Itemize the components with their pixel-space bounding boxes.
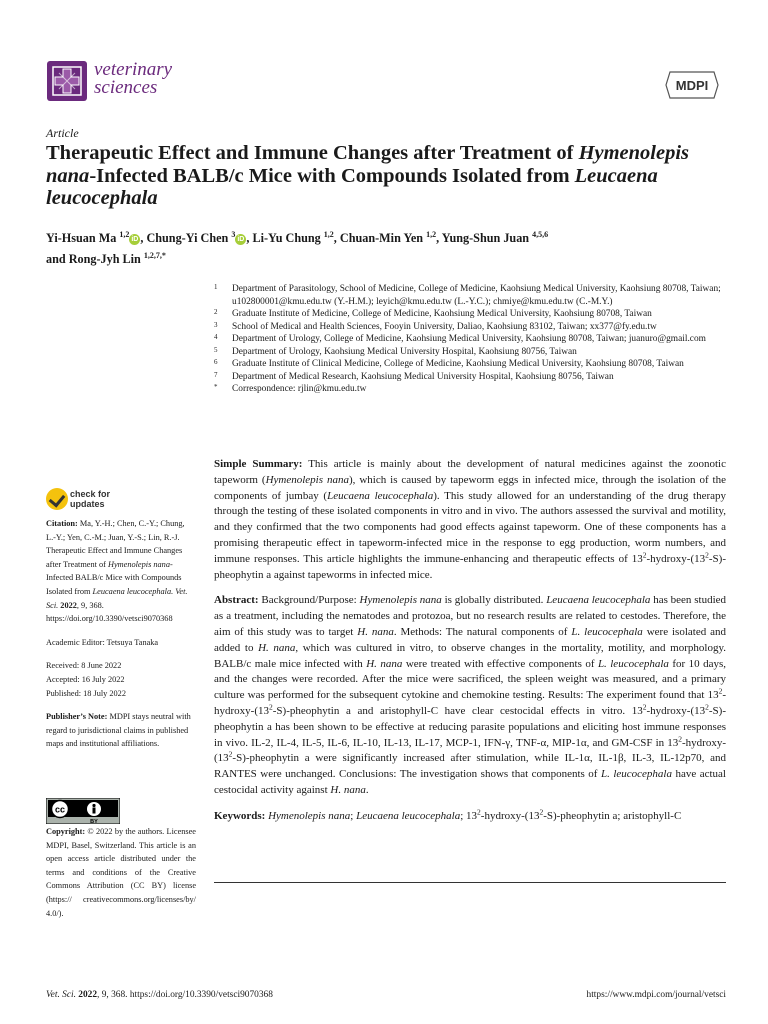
check-updates-line1: check for	[70, 489, 111, 499]
affiliation-item: 6 Graduate Institute of Clinical Medicine, College of Medicine, Kaohsiung Medical University, Kaohsiung 80708, Taiwan	[214, 358, 684, 369]
check-updates-line2: updates	[70, 498, 105, 509]
title-part4: Leucaena leucocephala	[46, 164, 658, 209]
cc-badge-text: BY	[90, 819, 98, 824]
cc-by-license-icon[interactable]	[46, 798, 120, 824]
citation: Citation: Ma, Y.-H.; Chen, C.-Y.; Chung, L.-Y.; Yen, C.-M.; Juan, Y.-S.; Lin, R.-J. Therapeutic Effect and Immune Changes after Treatment of Hymenolepis nana-Infected BALB/c Mice with Compounds Isolated from Leucaena leucocephala. Vet. Sci. 2022, 9, 368. https://doi.org/10.3390/vetsci9070368	[46, 519, 188, 624]
accepted-date: Accepted: 16 July 2022	[46, 674, 125, 684]
dates	[46, 659, 196, 700]
title-part1: Therapeutic Effect and Immune Changes after Treatment of	[46, 142, 579, 164]
copyright-notice: Copyright: © 2022 by the authors. Licensee MDPI, Basel, Switzerland. This article is an open access article distributed under the terms and conditions of the Creative Commons Attribution (CC BY) license (https:// creativecommons.org/licenses/by/ 4.0/).	[46, 827, 196, 918]
academic-editor: Academic Editor: Tetsuya Tanaka	[46, 637, 159, 647]
author-affil: 1,2	[119, 230, 130, 239]
check-for-updates-button[interactable]	[46, 488, 166, 514]
author-name[interactable]: Chung-Yi Chen	[146, 231, 229, 246]
author-name[interactable]: Li-Yu Chung	[252, 231, 321, 246]
mdpi-logo-text: MDPI	[675, 78, 709, 93]
publisher-note: Publisher’s Note: MDPI stays neutral with regard to jurisdictional claims in published maps and institutional affiliations.	[46, 712, 191, 749]
author-name[interactable]: Chuan-Min Yen	[339, 231, 424, 246]
affiliation-item: 4 Department of Urology, College of Medicine, Kaohsiung Medical University, Kaohsiung 80708, Taiwan; juanuro@gmail.com	[214, 333, 706, 344]
orcid-icon[interactable]: iD	[131, 236, 139, 244]
author-name[interactable]: Rong-Jyh Lin	[68, 252, 141, 267]
author-list: Yi-Hsuan Ma $^{1,2}$iD , Chung-Yi Chen $^3$iD , Li-Yu Chung $^{1,2}$, Chuan-Min Yen $^{1,2}$, Yung-Shun Juan $^{4,5,6}$ and Rong-Jyh Lin $^{1,2,7,*}$	[46, 230, 549, 267]
simple-summary: Simple Summary: This article is mainly about the development of natural medicines against the zoonotic tapeworm (Hymenolepis nana), which is caused by tapeworm eggs in infected mice, through the isolation of the components of jumbay (Leucaena leucocephala). This study allowed for an understanding of the drug therapy through the testing of these isolated components in vitro and in vivo. The authors assessed the survival and motility, and they confirmed that the two components had good effects against tapeworm. One of these components has a promising therapeutic effect in tapeworm-infected mice in the response to egg production, worm numbers, and immune responses. This article highlights the immune-enhancing and therapeutic effects of $13^2-hydroxy-(13^2-S)$-pheophytin a against tapeworms in infected mice.	[214, 458, 727, 581]
author-affil: 4,5,6	[532, 230, 549, 239]
svg-text:cc: cc	[54, 804, 66, 815]
affiliations	[214, 283, 726, 396]
author-affil: 1,2	[426, 230, 437, 239]
author-name[interactable]: Yi-Hsuan Ma	[46, 231, 117, 246]
keywords: Keywords: Hymenolepis nana; Leucaena leucocephala; $13^2-hydroxy-(13^2-S)$-pheophytin a; aristophyll-C	[214, 807, 682, 822]
author-affil: 1,2	[323, 230, 334, 239]
affiliation-item: 5 Department of Urology, Kaohsiung Medical University Hospital, Kaohsiung 80756, Taiwan	[214, 345, 577, 357]
author-name[interactable]: Yung-Shun Juan	[441, 231, 530, 246]
received-date: Received: 8 June 2022	[46, 661, 122, 671]
journal-name-line1: veterinary	[94, 59, 173, 80]
title-part2: Hymenolepis nana	[46, 142, 690, 187]
section-divider	[214, 882, 726, 883]
affiliation-item: 3 School of Medical and Health Sciences, Fooyin University, Daliao, Kaohsiung 83102, Taiwan; xx377@fy.edu.tw	[214, 320, 657, 332]
title-part3: -Infected BALB/c Mice with Compounds Isolated from	[89, 164, 575, 187]
orcid-icon[interactable]: iD	[237, 236, 245, 244]
mdpi-logo-icon	[664, 70, 720, 100]
footer-journal-url[interactable]: https://www.mdpi.com/journal/vetsci	[586, 990, 726, 1000]
abstract: Abstract: Background/Purpose: Hymenolepis nana is globally distributed. Leucaena leucocephala has been studied as a treatment, including the nematodes and protozoa, but no research results are related to cestodes. Therefore, the aim of this study was to target H. nana. Methods: The natural components of L. leucocephala were isolated and added to H. nana, which was cultured in vitro, to observe changes in the mortality, motility, and morphology. BALB/c male mice infected with H. nana were treated with effective components of L. leucocephala for 10 days, and the changes were recorded. After the mice were sacrificed, the spleen weight was measured, and a primary culture was performed for the subsequent cytokine and chemokine testing. Results: The experiment found that $13^2-hydroxy-(13^2-S)$-pheophytin a and aristophyll-C have clear cestocidal effects in vitro. $13^2-hydroxy-(13^2-S)$-pheophytin a has been shown to be effective at reducing parasite populations and eliciting host immune responses in vivo. IL-2, IL-4, IL-5, IL-6, IL-10, IL-13, IL-17, MCP-1, IFN-γ, TNF-α, MIP-1α, and GM-CSF in $13^2-hydroxy-(13^2-S)$-pheophytin a were significantly increased after stimulation, while IL-1α, IL-1β, IL-3, IL-12p70, and RANTES were unchanged. Conclusions: The investigation shows that components of L. leucocephala have actual cestocidal activity against H. nana.	[214, 594, 727, 796]
journal-logo-icon	[47, 61, 87, 101]
journal-name-line2: sciences	[94, 77, 158, 98]
published-date: Published: 18 July 2022	[46, 688, 126, 698]
article-type: Article	[46, 126, 79, 140]
author-affil: 3	[231, 230, 236, 239]
affiliation-item: 7 Department of Medical Research, Kaohsiung Medical University Hospital, Kaohsiung 80756, Taiwan	[214, 370, 614, 382]
article-title	[46, 142, 726, 210]
check-updates-icon	[46, 488, 68, 510]
journal-name	[94, 61, 172, 97]
affiliation-item: 1 Department of Parasitology, School of Medicine, College of Medicine, Kaohsiung Medical University, Kaohsiung 80708, Taiwan; u102800001@kmu.edu.tw (Y.-H.M.); leyich@kmu.edu.tw (L.-Y.C.); chmiye@kmu.edu.tw (C.-M.Y.)	[214, 283, 721, 307]
footer-citation: Vet. Sci. 2022, 9, 368. https://doi.org/10.3390/vetsci9070368	[46, 990, 273, 1000]
author-affil: 1,2,7,*	[143, 251, 166, 261]
sidebar	[46, 517, 196, 761]
main-content	[214, 457, 726, 835]
correspondence: * Correspondence: rjlin@kmu.edu.tw	[214, 383, 367, 394]
affiliation-item: 2 Graduate Institute of Medicine, College of Medicine, Kaohsiung Medical University, Kaohsiung 80708, Taiwan	[214, 308, 652, 319]
